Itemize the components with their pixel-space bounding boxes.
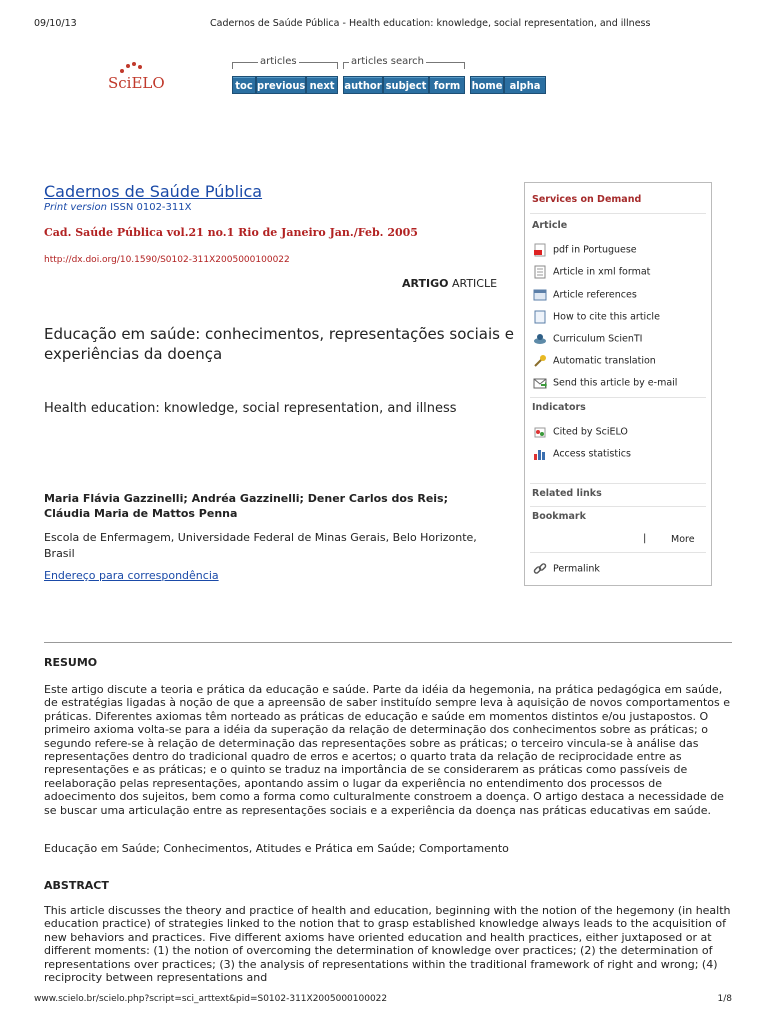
- resumo-text: Este artigo discute a teoria e prática da educação e saúde. Parte da idéia da hegemonia, na prática pedagógica em saúde, de estratégias ligadas à noção de que a apreensão de saber instituído sempre leva à aquisição de novos comportamentos e práticas. Diferentes axiomas têm norteado as práticas de educação e saúde em momentos distintos e/ou justapostos. O primeiro axioma volta-se para a idéia da superação da relação de determinação dos conhecimentos sobre as práticas; o segundo refere-se à relação de determinação das representações sobre as práticas; o terceiro vincula-se à análise das representações dentro do tradicional quadro de erros e acertos; o quarto trata da relação de reciprocidade entre as representações e as práticas; e o quinto se traduz na importância de se considerarem as práticas como passíveis de reelaboração pelas representações, apontando assim o lugar da experiência no entendimento dos processos de adoecimento dos sujeitos, bem como a forma como culturalmente constroem a doença. O artigo destaca a necessidade de se buscar uma articulação entre as representações sociais e a experiência da doença nas práticas educativas em saúde.: [44, 683, 731, 817]
- footer-page: 1/8: [717, 994, 732, 1004]
- subject-button[interactable]: subject: [383, 76, 429, 94]
- pdf-icon: [533, 243, 547, 257]
- alpha-button[interactable]: alpha: [504, 76, 546, 94]
- cited-label: Cited by SciELO: [553, 426, 628, 438]
- indicators-heading: Indicators: [532, 402, 586, 413]
- how-to-cite-label: How to cite this article: [553, 311, 660, 323]
- home-nav: [470, 56, 548, 96]
- home-button[interactable]: home: [470, 76, 504, 94]
- journal-title-link[interactable]: Cadernos de Saúde Pública: [44, 182, 263, 201]
- logo-text: SciELO: [108, 74, 165, 92]
- bookmark-heading: Bookmark: [532, 511, 586, 522]
- abstract-text: This article discusses the theory and practice of health and education, beginning with the notion of the hegemony (in health education practice) of strategies linked to the notion that to grasp established knowledge always leads to the acquisition of new behaviors and practices. Five different axioms have oriented education and health practices, either juxtaposed or at different moments: (1) the notion of overcoming the determination of knowledge over practices; (2) the determination of representations over practices; (3) the analysis of representations within the traditional framework of right and wrong; (4) reciprocity between representations and: [44, 904, 731, 985]
- cite-icon: [533, 310, 547, 324]
- author-button[interactable]: author: [343, 76, 383, 94]
- statistics-label: Access statistics: [553, 448, 631, 460]
- print-title: Cadernos de Saúde Pública - Health education: knowledge, social representation, and illness: [210, 18, 651, 29]
- print-version-line: [44, 202, 191, 213]
- translation-icon: [533, 354, 547, 368]
- doi-link[interactable]: http://dx.doi.org/10.1590/S0102-311X2005000100022: [44, 255, 290, 265]
- related-links-heading: Related links: [532, 488, 602, 499]
- statistics-icon: [533, 447, 547, 461]
- search-nav: [343, 56, 467, 96]
- divider: [530, 506, 706, 507]
- link-chain-icon: [533, 562, 547, 576]
- print-date: 09/10/13: [34, 18, 77, 29]
- permalink-link[interactable]: [533, 562, 600, 576]
- search-nav-label: articles search: [351, 56, 424, 67]
- references-label: Article references: [553, 289, 637, 301]
- title-english: Health education: knowledge, social representation, and illness: [44, 401, 457, 416]
- divider: [530, 552, 706, 553]
- article-heading: Article: [532, 220, 568, 231]
- article-type-en: ARTICLE: [451, 277, 498, 290]
- title-portuguese: Educação em saúde: conhecimentos, representações sociais e experiências da doença: [44, 325, 514, 363]
- issn: ISSN 0102-311X: [110, 202, 192, 213]
- next-button[interactable]: next: [306, 76, 338, 94]
- xml-format-link[interactable]: [533, 265, 650, 279]
- pdf-portuguese-link[interactable]: [533, 243, 637, 257]
- print-version-label: Print version: [44, 202, 107, 213]
- toc-button[interactable]: toc: [232, 76, 256, 94]
- translation-label: Automatic translation: [553, 355, 656, 367]
- scielo-logo[interactable]: [108, 74, 165, 92]
- xml-label: Article in xml format: [553, 266, 651, 278]
- logo-dots-icon: [120, 62, 142, 74]
- resumo-heading: RESUMO: [44, 656, 98, 669]
- curriculum-link[interactable]: [533, 332, 642, 346]
- permalink-label: Permalink: [553, 563, 600, 575]
- footer-url: www.scielo.br/scielo.php?script=sci_arttext&pid=S0102-311X2005000100022: [34, 994, 388, 1004]
- articles-nav-label: articles: [260, 56, 297, 67]
- curriculum-icon: [533, 332, 547, 346]
- email-article-link[interactable]: [533, 376, 677, 390]
- divider: [530, 397, 706, 398]
- previous-button[interactable]: previous: [256, 76, 306, 94]
- articles-nav: [232, 56, 340, 96]
- translation-link[interactable]: [533, 354, 656, 368]
- xml-document-icon: [533, 265, 547, 279]
- correspondence-link[interactable]: Endereço para correspondência: [44, 569, 219, 582]
- references-link[interactable]: [533, 288, 637, 302]
- resumo-keywords: Educação em Saúde; Conhecimentos, Atitudes e Prática em Saúde; Comportamento: [44, 842, 509, 855]
- divider: [530, 483, 706, 484]
- article-type-pt: ARTIGO: [402, 277, 449, 290]
- bookmark-separator: |: [643, 533, 647, 544]
- article-type: [402, 277, 497, 290]
- curriculum-label: Curriculum ScienTI: [553, 333, 643, 345]
- bookmark-more-button[interactable]: More: [671, 534, 695, 545]
- authors: Maria Flávia Gazzinelli; Andréa Gazzinelli; Dener Carlos dos Reis; Cláudia Maria de Mattos Penna: [44, 492, 449, 520]
- form-button[interactable]: form: [429, 76, 465, 94]
- affiliation: Escola de Enfermagem, Universidade Federal de Minas Gerais, Belo Horizonte, Brasil: [44, 531, 477, 560]
- pdf-label: pdf in Portuguese: [553, 244, 637, 256]
- references-icon: [533, 288, 547, 302]
- how-to-cite-link[interactable]: [533, 310, 660, 324]
- citation-line: Cad. Saúde Pública vol.21 no.1 Rio de Janeiro Jan./Feb. 2005: [44, 226, 418, 239]
- email-label: Send this article by e-mail: [553, 377, 678, 389]
- services-title: Services on Demand: [532, 194, 642, 205]
- services-panel: [524, 182, 712, 586]
- section-divider: [44, 642, 732, 643]
- email-icon: [533, 376, 547, 390]
- abstract-heading: ABSTRACT: [44, 879, 109, 892]
- cited-by-scielo-link[interactable]: [533, 425, 628, 439]
- access-statistics-link[interactable]: [533, 447, 631, 461]
- cited-icon: [533, 425, 547, 439]
- divider: [530, 213, 706, 214]
